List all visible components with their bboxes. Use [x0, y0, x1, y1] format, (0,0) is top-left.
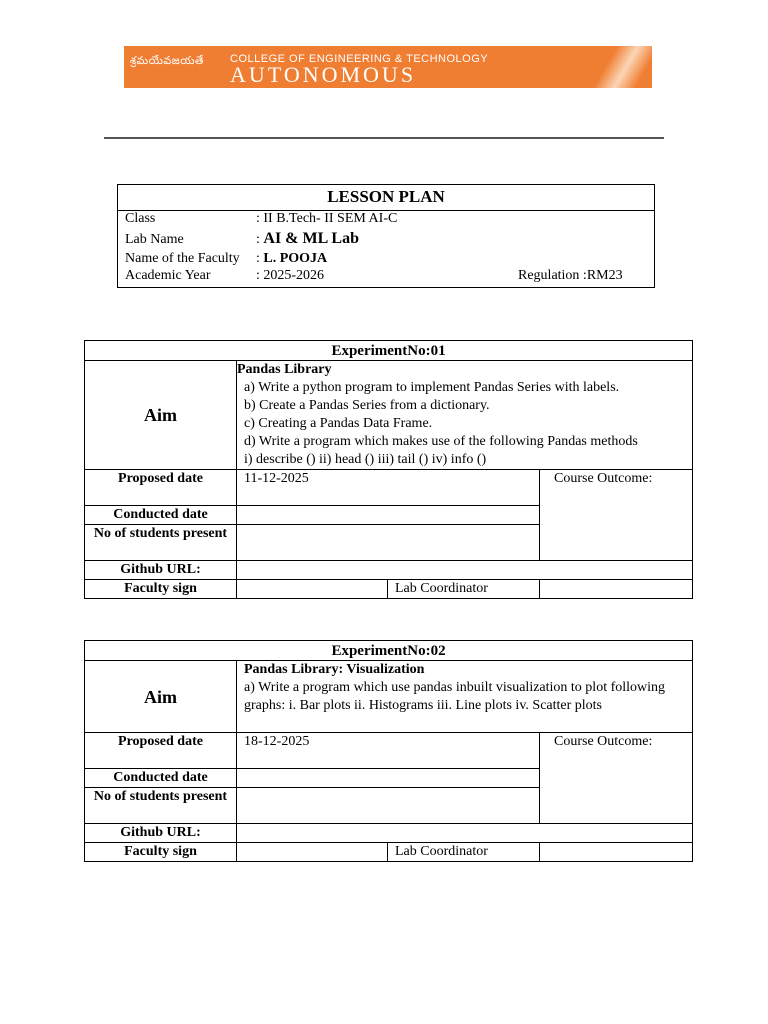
experiment-heading: ExperimentNo:01: [85, 341, 693, 361]
proposed-date-label: Proposed date: [85, 470, 237, 506]
class-value: : II B.Tech- II SEM AI-C: [256, 211, 398, 226]
regulation: Regulation :RM23: [518, 268, 623, 283]
aim-content: [237, 661, 693, 733]
lab-row: [125, 230, 359, 248]
aim-line: c) Creating a Pandas Data Frame.: [244, 416, 433, 431]
aim-content: [237, 361, 693, 470]
faculty-row: [125, 251, 327, 267]
lab-coordinator-label: Lab Coordinator: [388, 580, 540, 599]
aim-label: Aim: [85, 661, 237, 733]
proposed-date-value[interactable]: 11-12-2025: [237, 470, 540, 506]
faculty-colon: :: [256, 251, 264, 266]
conducted-date-value[interactable]: [237, 506, 540, 525]
proposed-date-value[interactable]: 18-12-2025: [237, 733, 540, 769]
github-url-value[interactable]: [237, 561, 693, 580]
github-url-label: Github URL:: [85, 561, 237, 580]
lesson-plan-title: LESSON PLAN: [118, 185, 654, 211]
lab-value: AI & ML Lab: [263, 230, 359, 247]
faculty-value: L. POOJA: [263, 251, 328, 266]
github-url-label: Github URL:: [85, 824, 237, 843]
faculty-sign-label: Faculty sign: [85, 580, 237, 599]
header-rule: [104, 137, 664, 139]
lab-coordinator-sign[interactable]: [540, 843, 693, 862]
students-present-label: No of students present: [85, 788, 237, 824]
faculty-label: Name of the Faculty: [125, 251, 240, 266]
faculty-sign-value[interactable]: [237, 580, 388, 599]
banner-decoration: [592, 46, 652, 88]
students-present-label: No of students present: [85, 525, 237, 561]
experiment-table-1: [84, 340, 693, 599]
aim-line: i) describe () ii) head () iii) tail () iv) info (): [244, 452, 487, 467]
aim-title: Pandas Library: Visualization: [244, 662, 425, 677]
conducted-date-label: Conducted date: [85, 506, 237, 525]
year-value: : 2025-2026: [256, 268, 325, 283]
aim-title: Pandas Library: [237, 362, 332, 377]
banner-college-name: COLLEGE OF ENGINEERING & TECHNOLOGY: [230, 53, 489, 65]
experiment-table-2: [84, 640, 693, 862]
students-present-value[interactable]: [237, 788, 540, 824]
github-url-value[interactable]: [237, 824, 693, 843]
lab-label: Lab Name: [125, 232, 184, 247]
lab-coordinator-sign[interactable]: [540, 580, 693, 599]
class-row: [125, 211, 397, 227]
conducted-date-value[interactable]: [237, 769, 540, 788]
banner-motto: శ్రమయేవజయతే: [130, 54, 204, 67]
faculty-sign-value[interactable]: [237, 843, 388, 862]
faculty-sign-label: Faculty sign: [85, 843, 237, 862]
aim-line: b) Create a Pandas Series from a dictionary.: [244, 398, 490, 413]
banner-autonomous: AUTONOMOUS: [230, 62, 417, 87]
aim-label: Aim: [85, 361, 237, 470]
conducted-date-label: Conducted date: [85, 769, 237, 788]
experiment-heading: ExperimentNo:02: [85, 641, 693, 661]
college-banner: [124, 46, 652, 88]
course-outcome-cell[interactable]: Course Outcome:: [540, 470, 693, 561]
year-label: Academic Year: [125, 268, 211, 283]
aim-line: a) Write a python program to implement Pandas Series with labels.: [244, 380, 620, 395]
aim-line: d) Write a program which makes use of the following Pandas methods: [244, 434, 638, 449]
year-row: [125, 268, 324, 284]
proposed-date-label: Proposed date: [85, 733, 237, 769]
lab-colon: :: [256, 232, 264, 247]
lab-coordinator-label: Lab Coordinator: [388, 843, 540, 862]
aim-line: a) Write a program which use pandas inbuilt visualization to plot following graphs: i. Bar plots ii. Histograms iii. Line plots iv. Scatter plots: [244, 680, 666, 713]
students-present-value[interactable]: [237, 525, 540, 561]
course-outcome-cell[interactable]: Course Outcome:: [540, 733, 693, 824]
lesson-plan-box: [117, 184, 655, 288]
class-label: Class: [125, 211, 156, 226]
